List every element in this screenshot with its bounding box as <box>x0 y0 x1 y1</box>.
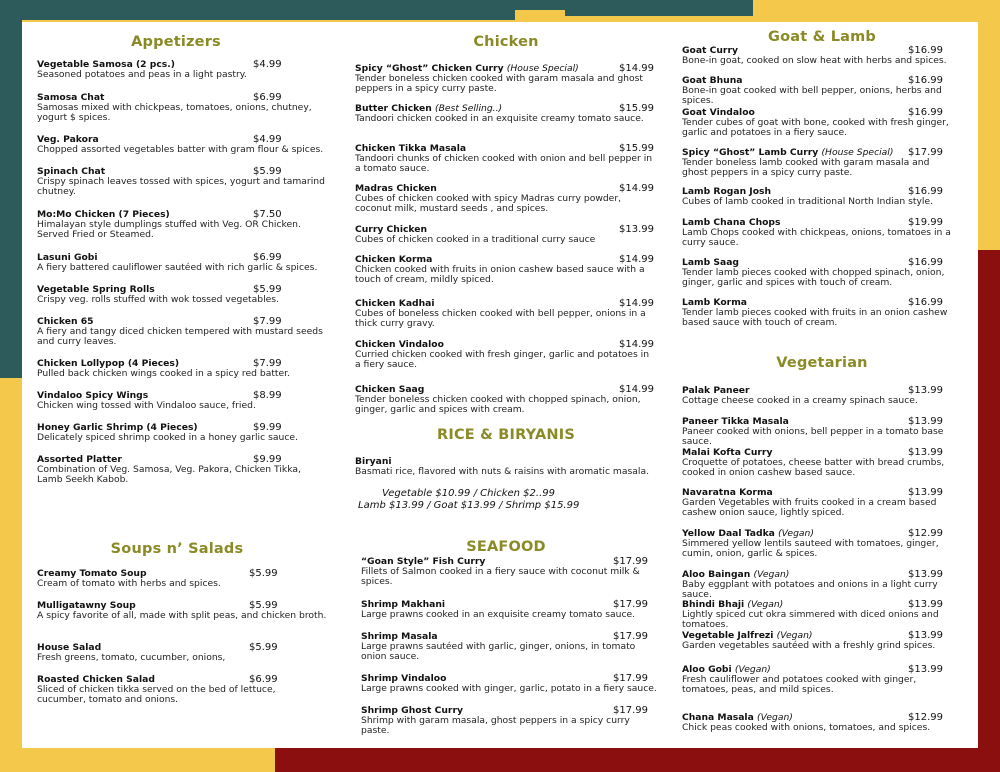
item-name-text: “Goan Style” Fish Curry <box>361 556 486 567</box>
chicken-menu-item <box>355 225 655 245</box>
item-name-text: Spicy “Ghost” Lamb Curry <box>682 147 819 158</box>
item-name-text: Samosa Chat <box>37 92 105 103</box>
item-name-text: Lasuni Gobi <box>37 252 98 263</box>
item-name-text: Assorted Platter <box>37 454 122 465</box>
item-description: A spicy favorite of all, made with split peas, and chicken broth. <box>37 610 327 622</box>
item-name-text: Vindaloo Spicy Wings <box>37 390 149 401</box>
item-name-text: Shrimp Masala <box>361 631 438 642</box>
item-name-text: Chicken Kadhai <box>355 298 435 309</box>
vegetarian-menu-item <box>682 386 957 406</box>
appetizers-menu-item <box>37 93 327 124</box>
item-price: $17.99 <box>613 599 648 610</box>
item-price: $14.99 <box>619 63 654 74</box>
seafood-section-title: SEAFOOD <box>466 539 546 555</box>
biryani-prices-line-2: Lamb $13.99 / Goat $13.99 / Shrimp $15.99 <box>358 500 580 511</box>
item-name-text: Vegetable Samosa (2 pcs.) <box>37 59 175 70</box>
goat-menu-item <box>682 187 957 207</box>
item-description: Tender boneless lamb cooked with garam masala and ghost peppers in a spicy curry paste. <box>682 157 930 179</box>
item-note: (Vegan) <box>776 630 813 641</box>
item-description: Curried chicken cooked with fresh ginger, garlic and potatoes in a fiery sauce. <box>355 349 650 371</box>
item-description: A fiery and tangy diced chicken tempered with mustard seeds and curry leaves. <box>37 326 323 348</box>
soups-section-title: Soups n’ Salads <box>110 541 244 557</box>
appetizers-section-title: Appetizers <box>131 34 221 50</box>
goat-menu-item <box>682 148 957 179</box>
chicken-menu-item <box>355 385 655 416</box>
vegetarian-menu-item <box>682 529 957 560</box>
item-description: Combination of Veg. Samosa, Veg. Pakora, Chicken Tikka, Lamb Seekh Kabob. <box>37 464 301 486</box>
item-name-text: Aloo Baingan <box>682 569 751 580</box>
vegetarian-menu-item <box>682 417 957 448</box>
item-note: (Vegan) <box>757 712 793 723</box>
item-name-text: Chicken Korma <box>355 254 433 265</box>
item-note: (House Special) <box>506 63 579 74</box>
chicken-section-title: Chicken <box>473 34 539 50</box>
item-name-text: Vegetable Jalfrezi <box>682 630 774 641</box>
item-price: $17.99 <box>613 556 648 567</box>
background-yellow-corner <box>0 748 275 772</box>
goat-menu-item <box>682 258 957 289</box>
item-description: Garden vegetables sautéed with a freshly grind spices. <box>682 640 936 652</box>
appetizers-menu-item <box>37 210 327 241</box>
item-description: Chicken cooked with fruits in onion cashew based sauce with a touch of cream, mildly spiced. <box>355 264 645 286</box>
item-price: $13.99 <box>908 664 943 675</box>
item-price: $16.99 <box>908 75 943 86</box>
soups-menu-item <box>37 643 327 663</box>
item-price: $13.99 <box>908 416 943 427</box>
item-price: $13.99 <box>908 447 943 458</box>
chicken-menu-item <box>355 144 655 175</box>
menu-panel <box>22 22 978 748</box>
item-description: Tandoori chicken cooked in an exquisite creamy tomato sauce. <box>355 113 644 125</box>
goat-menu-item <box>682 46 957 66</box>
item-price: $5.99 <box>249 642 278 653</box>
chicken-menu-item <box>355 64 655 95</box>
item-price: $6.99 <box>253 252 282 263</box>
item-description: Cream of tomato with herbs and spices. <box>37 578 221 590</box>
item-price: $5.99 <box>249 568 278 579</box>
item-name-text: Chicken Saag <box>355 384 425 395</box>
seafood-menu-item <box>361 706 661 737</box>
item-name-text: Shrimp Ghost Curry <box>361 705 463 716</box>
item-price: $16.99 <box>908 186 943 197</box>
goat-menu-item <box>682 218 957 249</box>
item-name-text: Mulligatawny Soup <box>37 600 136 611</box>
item-price: $17.99 <box>908 147 943 158</box>
item-description: Lightly spiced cut okra simmered with diced onions and tomatoes. <box>682 609 939 631</box>
chicken-menu-item <box>355 104 655 124</box>
item-name-text: Curry Chicken <box>355 224 428 235</box>
biryani-prices-line-1: Vegetable $10.99 / Chicken $2..99 <box>382 488 555 499</box>
item-price: $6.99 <box>253 92 282 103</box>
item-description: Tender boneless chicken cooked with chopped spinach, onion, ginger, garlic and spices with cream. <box>355 394 641 416</box>
item-name-text: Lamb Saag <box>682 257 739 268</box>
item-name-text: Bhindi Bhaji <box>682 599 745 610</box>
item-description: Sliced of chicken tikka served on the bed of lettuce, cucumber, tomato and onions. <box>37 684 276 706</box>
item-price: $19.99 <box>908 217 943 228</box>
item-description: Cubes of lamb cooked in traditional North Indian style. <box>682 196 934 208</box>
item-price: $13.99 <box>908 569 943 580</box>
item-name-text: Chicken Tikka Masala <box>355 143 467 154</box>
item-name-text: Vegetable Spring Rolls <box>37 284 155 295</box>
item-name-text: Palak Paneer <box>682 385 750 396</box>
item-price: $5.99 <box>253 166 282 177</box>
item-price: $5.99 <box>253 284 282 295</box>
item-description: A fiery battered cauliflower sautéed with rich garlic & spices. <box>37 262 318 274</box>
item-description: Shrimp with garam masala, ghost peppers in a spicy curry paste. <box>361 715 630 737</box>
item-price: $13.99 <box>908 630 943 641</box>
item-description: Paneer cooked with onions, bell pepper in a tomato base sauce. <box>682 426 944 448</box>
item-name-text: Lamb Rogan Josh <box>682 186 772 197</box>
item-description: Cottage cheese cooked in a creamy spinach sauce. <box>682 395 918 407</box>
vegetarian-menu-item <box>682 488 957 519</box>
background-red-band <box>275 748 1000 772</box>
item-note: (Vegan) <box>734 664 771 675</box>
item-name-text: House Salad <box>37 642 102 653</box>
item-name-text: Goat Bhuna <box>682 75 743 86</box>
item-price: $13.99 <box>908 599 943 610</box>
item-description: Large prawns cooked in an exquisite creamy tomato sauce. <box>361 609 636 621</box>
item-name-text: Navaratna Korma <box>682 487 773 498</box>
seafood-menu-item <box>361 632 661 663</box>
seafood-menu-item <box>361 600 661 620</box>
item-price: $7.99 <box>253 358 282 369</box>
seafood-menu-item <box>361 674 661 694</box>
appetizers-menu-item <box>37 167 327 198</box>
item-price: $17.99 <box>613 673 648 684</box>
vegetarian-menu-item <box>682 631 957 651</box>
appetizers-menu-item <box>37 60 327 80</box>
item-price: $4.99 <box>253 134 282 145</box>
vegetarian-menu-item <box>682 713 957 733</box>
item-description: Baby eggplant with potatoes and onions in a light curry sauce. <box>682 579 938 601</box>
item-description: Tender cubes of goat with bone, cooked with fresh ginger, garlic and potatoes in a fiery sauce. <box>682 117 949 139</box>
item-description: Delicately spiced shrimp cooked in a honey garlic sauce. <box>37 432 298 444</box>
chicken-menu-item <box>355 184 655 215</box>
item-description: Garden Vegetables with fruits cooked in a cream based cashew onion sauce, lightly spiced. <box>682 497 937 519</box>
item-price: $14.99 <box>619 254 654 265</box>
item-name-text: Chicken Lollypop (4 Pieces) <box>37 358 180 369</box>
item-name-text: Paneer Tikka Masala <box>682 416 789 427</box>
item-name-text: Spinach Chat <box>37 166 106 177</box>
item-price: $15.99 <box>619 103 654 114</box>
item-description: Bone-in goat, cooked on slow heat with herbs and spices. <box>682 55 947 67</box>
chicken-menu-item <box>355 255 655 286</box>
item-price: $13.99 <box>908 487 943 498</box>
item-note: (Best Selling..) <box>435 103 503 114</box>
rice-menu-item <box>355 457 655 477</box>
item-price: $17.99 <box>613 631 648 642</box>
background-teal-side <box>0 0 22 378</box>
item-price: $8.99 <box>253 390 282 401</box>
item-description: Samosas mixed with chickpeas, tomatoes, onions, chutney, yogurt $ spices. <box>37 102 312 124</box>
item-name-text: Roasted Chicken Salad <box>37 674 155 685</box>
background-teal-block <box>565 0 753 16</box>
item-description: Cubes of boneless chicken cooked with bell pepper, onions in a thick curry gravy. <box>355 308 646 330</box>
item-name-text: Lamb Korma <box>682 297 747 308</box>
item-price: $14.99 <box>619 339 654 350</box>
item-name: Biryani <box>355 456 392 467</box>
item-name-text: Creamy Tomato Soup <box>37 568 147 579</box>
item-price: $13.99 <box>908 385 943 396</box>
item-price: $7.50 <box>253 209 282 220</box>
item-name-text: Chana Masala <box>682 712 754 723</box>
item-description: Chopped assorted vegetables batter with gram flour & spices. <box>37 144 324 156</box>
item-description: Himalayan style dumplings stuffed with Veg. OR Chicken. Served Fried or Steamed. <box>37 219 301 241</box>
background-red-side <box>978 250 1000 772</box>
item-description: Tender lamb pieces cooked with chopped spinach, onion, ginger, garlic and spices with touch of cream. <box>682 267 945 289</box>
item-description: Fillets of Salmon cooked in a fiery sauce with coconut milk & spices. <box>361 566 640 588</box>
item-name-text: Shrimp Makhani <box>361 599 446 610</box>
item-name-text: Madras Chicken <box>355 183 437 194</box>
item-description: Fresh greens, tomato, cucumber, onions, <box>37 652 226 664</box>
item-price: $17.99 <box>613 705 648 716</box>
item-name-text: Chicken Vindaloo <box>355 339 444 350</box>
item-price: $9.99 <box>253 454 282 465</box>
item-note: (Vegan) <box>753 569 790 580</box>
rice-section-title: RICE & BIRYANIS <box>437 427 575 443</box>
background-teal-step <box>515 0 580 10</box>
soups-menu-item <box>37 569 327 589</box>
item-note: (Vegan) <box>778 528 814 539</box>
item-name-text: Chicken 65 <box>37 316 94 327</box>
appetizers-menu-item <box>37 253 327 273</box>
item-price: $5.99 <box>249 600 278 611</box>
appetizers-menu-item <box>37 285 327 305</box>
item-price: $14.99 <box>619 298 654 309</box>
item-description: Croquette of potatoes, cheese batter with bread crumbs, cooked in onion cashew based sauce. <box>682 457 945 479</box>
item-note: (House Special) <box>821 147 894 158</box>
appetizers-menu-item <box>37 455 327 486</box>
item-description: Large prawns cooked with ginger, garlic, potato in a fiery sauce. <box>361 683 657 695</box>
item-name-text: Goat Curry <box>682 45 738 56</box>
appetizers-menu-item <box>37 135 327 155</box>
item-description: Crispy spinach leaves tossed with spices, yogurt and tamarind chutney. <box>37 176 325 198</box>
item-name-text: Veg. Pakora <box>37 134 99 145</box>
item-description: Pulled back chicken wings cooked in a spicy red batter. <box>37 368 291 380</box>
item-description: Tandoori chunks of chicken cooked with onion and bell pepper in a tomato sauce. <box>355 153 653 175</box>
vegetarian-menu-item <box>682 448 957 479</box>
goat-menu-item <box>682 108 957 139</box>
appetizers-menu-item <box>37 391 327 411</box>
vegetarian-section-title: Vegetarian <box>776 355 868 371</box>
item-price: $9.99 <box>253 422 282 433</box>
item-price: $6.99 <box>249 674 278 685</box>
item-price: $14.99 <box>619 384 654 395</box>
chicken-menu-item <box>355 340 655 371</box>
item-description: Tender boneless chicken cooked with garam masala and ghost peppers in a spicy curry paste. <box>355 73 644 95</box>
item-price: $16.99 <box>908 107 943 118</box>
vegetarian-menu-item <box>682 665 957 696</box>
item-description: Bone-in goat cooked with bell pepper, onions, herbs and spices. <box>682 85 942 107</box>
item-description: Lamb Chops cooked with chickpeas, onions, tomatoes in a curry sauce. <box>682 227 951 249</box>
item-description: Basmati rice, flavored with nuts & raisins with aromatic masala. <box>355 466 650 478</box>
soups-menu-item <box>37 675 327 706</box>
item-name-text: Honey Garlic Shrimp (4 Pieces) <box>37 422 198 433</box>
item-price: $15.99 <box>619 143 654 154</box>
item-name-text: Shrimp Vindaloo <box>361 673 447 684</box>
goat-menu-item <box>682 76 957 107</box>
item-description: Chicken wing tossed with Vindaloo sauce, fried. <box>37 400 256 412</box>
item-price: $16.99 <box>908 45 943 56</box>
item-price: $12.99 <box>908 528 943 539</box>
goat-menu-item <box>682 298 957 329</box>
item-note: (Vegan) <box>747 599 784 610</box>
item-price: $4.99 <box>253 59 282 70</box>
item-name-text: Aloo Gobi <box>682 664 732 675</box>
item-price: $12.99 <box>908 712 943 723</box>
vegetarian-menu-item <box>682 600 957 631</box>
item-description: Chick peas cooked with onions, tomatoes, and spices. <box>682 722 931 734</box>
item-name-text: Spicy “Ghost” Chicken Curry <box>355 63 504 74</box>
item-description: Tender lamb pieces cooked with fruits in an onion cashew based sauce with touch of cream. <box>682 307 948 329</box>
item-description: Cubes of chicken cooked in a traditional curry sauce <box>355 234 596 246</box>
item-price: $16.99 <box>908 297 943 308</box>
item-price: $14.99 <box>619 183 654 194</box>
item-description: Simmered yellow lentils sauteed with tomatoes, ginger, cumin, onion, garlic & spices. <box>682 538 939 560</box>
chicken-menu-item <box>355 299 655 330</box>
item-name-text: Mo:Mo Chicken (7 Pieces) <box>37 209 170 220</box>
item-description: Crispy veg. rolls stuffed with wok tossed vegetables. <box>37 294 279 306</box>
item-description: Large prawns sautéed with garlic, ginger, onions, in tomato onion sauce. <box>361 641 636 663</box>
item-description: Fresh cauliflower and potatoes cooked with ginger, tomatoes, peas, and mild spices. <box>682 674 917 696</box>
appetizers-menu-item <box>37 423 327 443</box>
item-description: Cubes of chicken cooked with spicy Madras curry powder, coconut milk, mustard seeds , and spices. <box>355 193 622 215</box>
item-name-text: Yellow Daal Tadka <box>682 528 775 539</box>
vegetarian-menu-item <box>682 570 957 601</box>
item-name-text: Butter Chicken <box>355 103 432 114</box>
seafood-menu-item <box>361 557 661 588</box>
soups-menu-item <box>37 601 327 621</box>
goat-section-title: Goat & Lamb <box>767 29 877 45</box>
appetizers-menu-item <box>37 317 327 348</box>
item-name-text: Goat Vindaloo <box>682 107 755 118</box>
item-description: Seasoned potatoes and peas in a light pastry. <box>37 69 247 81</box>
item-price: $16.99 <box>908 257 943 268</box>
item-price: $13.99 <box>619 224 654 235</box>
item-name-text: Lamb Chana Chops <box>682 217 781 228</box>
item-name-text: Malai Kofta Curry <box>682 447 773 458</box>
appetizers-menu-item <box>37 359 327 379</box>
item-price: $7.99 <box>253 316 282 327</box>
